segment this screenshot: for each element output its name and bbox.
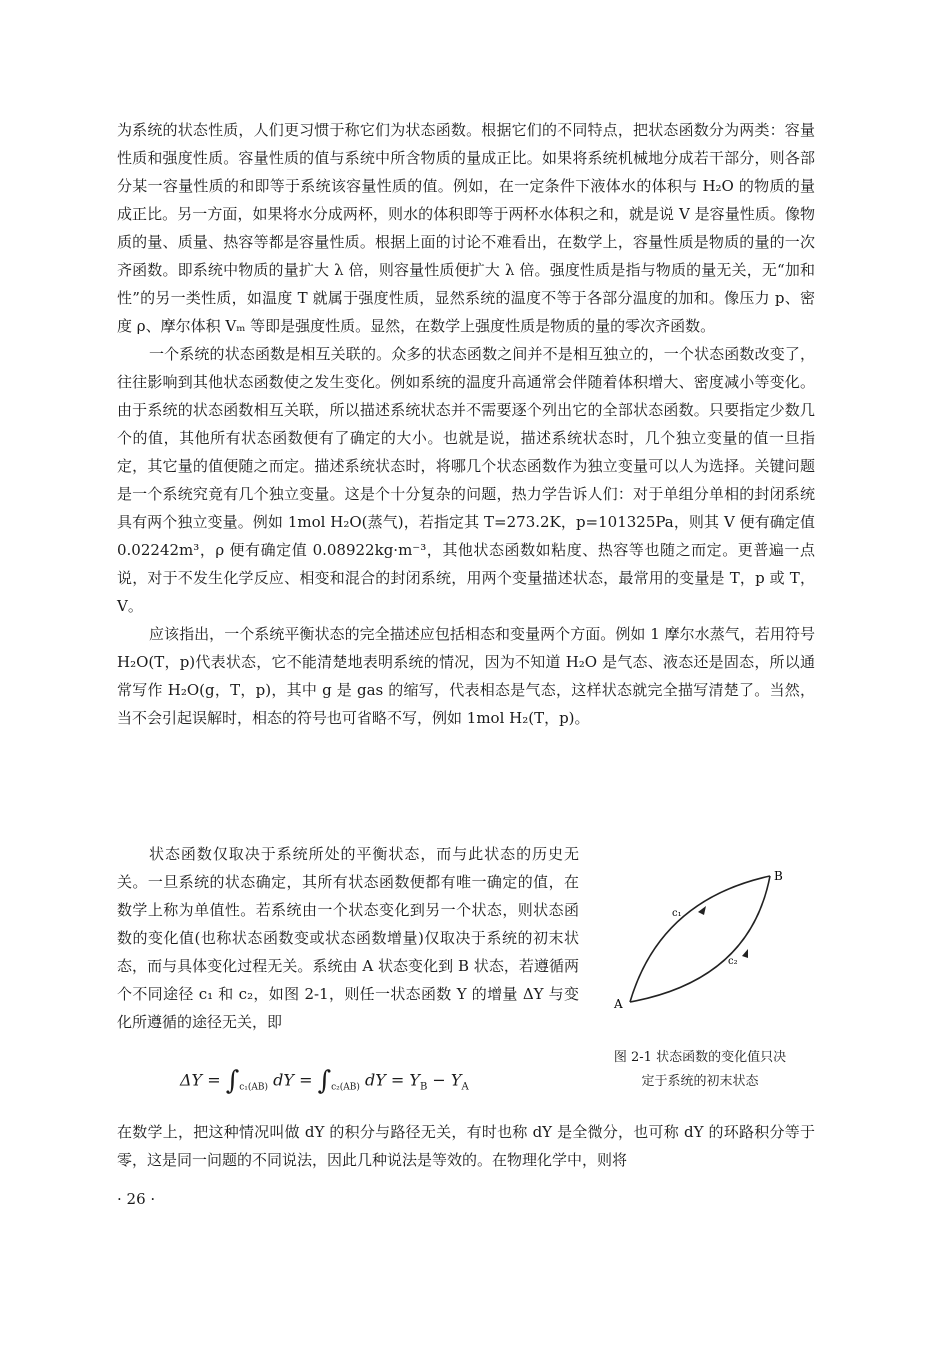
eq-equals-2: = xyxy=(299,1070,313,1090)
label-c2: c₂ xyxy=(728,956,738,967)
path-diagram xyxy=(600,860,815,1020)
eq-rhs-sub-b: B xyxy=(419,1081,428,1093)
caption-line-1: 图 2-1 状态函数的变化值只决 xyxy=(613,1050,787,1065)
figure-caption xyxy=(584,1046,816,1094)
paragraph-4: 状态函数仅取决于系统所处的平衡状态，而与此状态的历史无关。一旦系统的状态确定，其所有状态函数便都有唯一确定的值，在数学上称为单值性。若系统由一个状态变化到另一个状态，则状态函数的变化值(也称状态函数变或状态函数增量)仅取决于系统的初末状态，而与具体变化过程无关。系统由 A 状态变化到 B 状态，若遵循两个不同途径 c₁ 和 c₂，如图 2-1，则任一状态函数 Y 的增量 ΔY 与变化所遵循的途径无关，即 xyxy=(117,845,579,1031)
eq-int2-sub: c₂(AB) xyxy=(331,1082,360,1093)
page-number: · 26 · xyxy=(117,1190,156,1208)
paragraph-5: 在数学上，把这种情况叫做 dY 的积分与路径无关，有时也称 dY 是全微分，也可称 dY 的环路积分等于零，这是同一问题的不同说法，因此几种说法是等效的。在物理化学中，则将 xyxy=(117,1123,815,1169)
eq-dy-1: dY xyxy=(273,1070,294,1090)
eq-dy-2: dY xyxy=(365,1070,386,1090)
arrow-c2-icon xyxy=(742,949,748,958)
integral-sign-1: ∫ xyxy=(225,1066,240,1096)
eq-int1-sub: c₁(AB) xyxy=(239,1082,269,1093)
eq-rhs-sub-a: A xyxy=(461,1081,469,1093)
label-a: A xyxy=(614,997,623,1011)
label-b: B xyxy=(774,869,783,883)
eq-rhs-y: Y xyxy=(409,1070,420,1090)
eq-rhs2-y: Y xyxy=(450,1070,462,1090)
eq-lhs: ΔY xyxy=(180,1070,203,1090)
paragraph-2: 一个系统的状态函数是相互关联的。众多的状态函数之间并不是相互独立的，一个状态函数改变了，往往影响到其他状态函数使之发生变化。例如系统的温度升高通常会伴随着体积增大、密度减小等变化。由于系统的状态函数相互关联，所以描述系统状态并不需要逐个列出它的全部状态函数。只要指定少数几个的值，其他所有状态函数便有了确定的大小。也就是说，描述系统状态时，几个独立变量的值一旦指定，其它量的值便随之而定。描述系统状态时，将哪几个状态函数作为独立变量可以人为选择。关键问题是一个系统究竟有几个独立变量。这是个十分复杂的问题，热力学告诉人们：对于单组分单相的封闭系统具有两个独立变量。例如 1mol H₂O(蒸气)，若指定其 T=273.2K，p=101325Pa，则其 V 便有确定值 0.02242m³，ρ 便有确定值 0.08922kg·m⁻³，其他状态函数如粘度、热容等也随之而定。更普遍一点说，对于不发生化学反应、相变和混合的封闭系统，用两个变量描述状态，最常用的变量是 T，p 或 T，V。 xyxy=(117,345,815,615)
eq-equals-1: = xyxy=(207,1070,221,1090)
label-c1: c₁ xyxy=(672,908,682,919)
integral-sign-2: ∫ xyxy=(317,1066,332,1096)
eq-minus: − xyxy=(432,1070,446,1090)
text-block-top xyxy=(117,116,815,732)
figure-2-1 xyxy=(600,860,815,1020)
equation xyxy=(180,1066,469,1096)
text-block-wrapped xyxy=(117,840,579,1036)
caption-line-2: 定于系统的初末状态 xyxy=(641,1074,759,1089)
paragraph-1: 为系统的状态性质，人们更习惯于称它们为状态函数。根据它们的不同特点，把状态函数分为两类：容量性质和强度性质。容量性质的值与系统中所含物质的量成正比。如果将系统机械地分成若干部分，则各部分某一容量性质的和即等于系统该容量性质的值。例如，在一定条件下液体水的体积与 H₂O 的物质的量成正比。另一方面，如果将水分成两杯，则水的体积即等于两杯水体积之和，就是说 V 是容量性质。像物质的量、质量、热容等都是容量性质。根据上面的讨论不难看出，在数学上，容量性质是物质的量的一次齐函数。即系统中物质的量扩大 λ 倍，则容量性质便扩大 λ 倍。强度性质是指与物质的量无关，无“加和性”的另一类性质，如温度 T 就属于强度性质，显然系统的温度不等于各部分温度的加和。像压力 p、密度 ρ、摩尔体积 Vₘ 等即是强度性质。显然，在数学上强度性质是物质的量的零次齐函数。 xyxy=(117,121,815,335)
paragraph-3: 应该指出，一个系统平衡状态的完全描述应包括相态和变量两个方面。例如 1 摩尔水蒸气，若用符号 H₂O(T，p)代表状态，它不能清楚地表明系统的情况，因为不知道 H₂O 是气态、液态还是固态，所以通常写作 H₂O(g，T，p)，其中 g 是 gas 的缩写，代表相态是气态，这样状态就完全描写清楚了。当然，当不会引起误解时，相态的符号也可省略不写，例如 1mol H₂(T，p)。 xyxy=(117,625,815,727)
path-c1 xyxy=(630,876,770,1002)
path-c2 xyxy=(630,876,770,1002)
arrow-c1-icon xyxy=(698,906,706,915)
eq-equals-3: = xyxy=(390,1070,405,1090)
text-block-bottom xyxy=(117,1118,815,1174)
